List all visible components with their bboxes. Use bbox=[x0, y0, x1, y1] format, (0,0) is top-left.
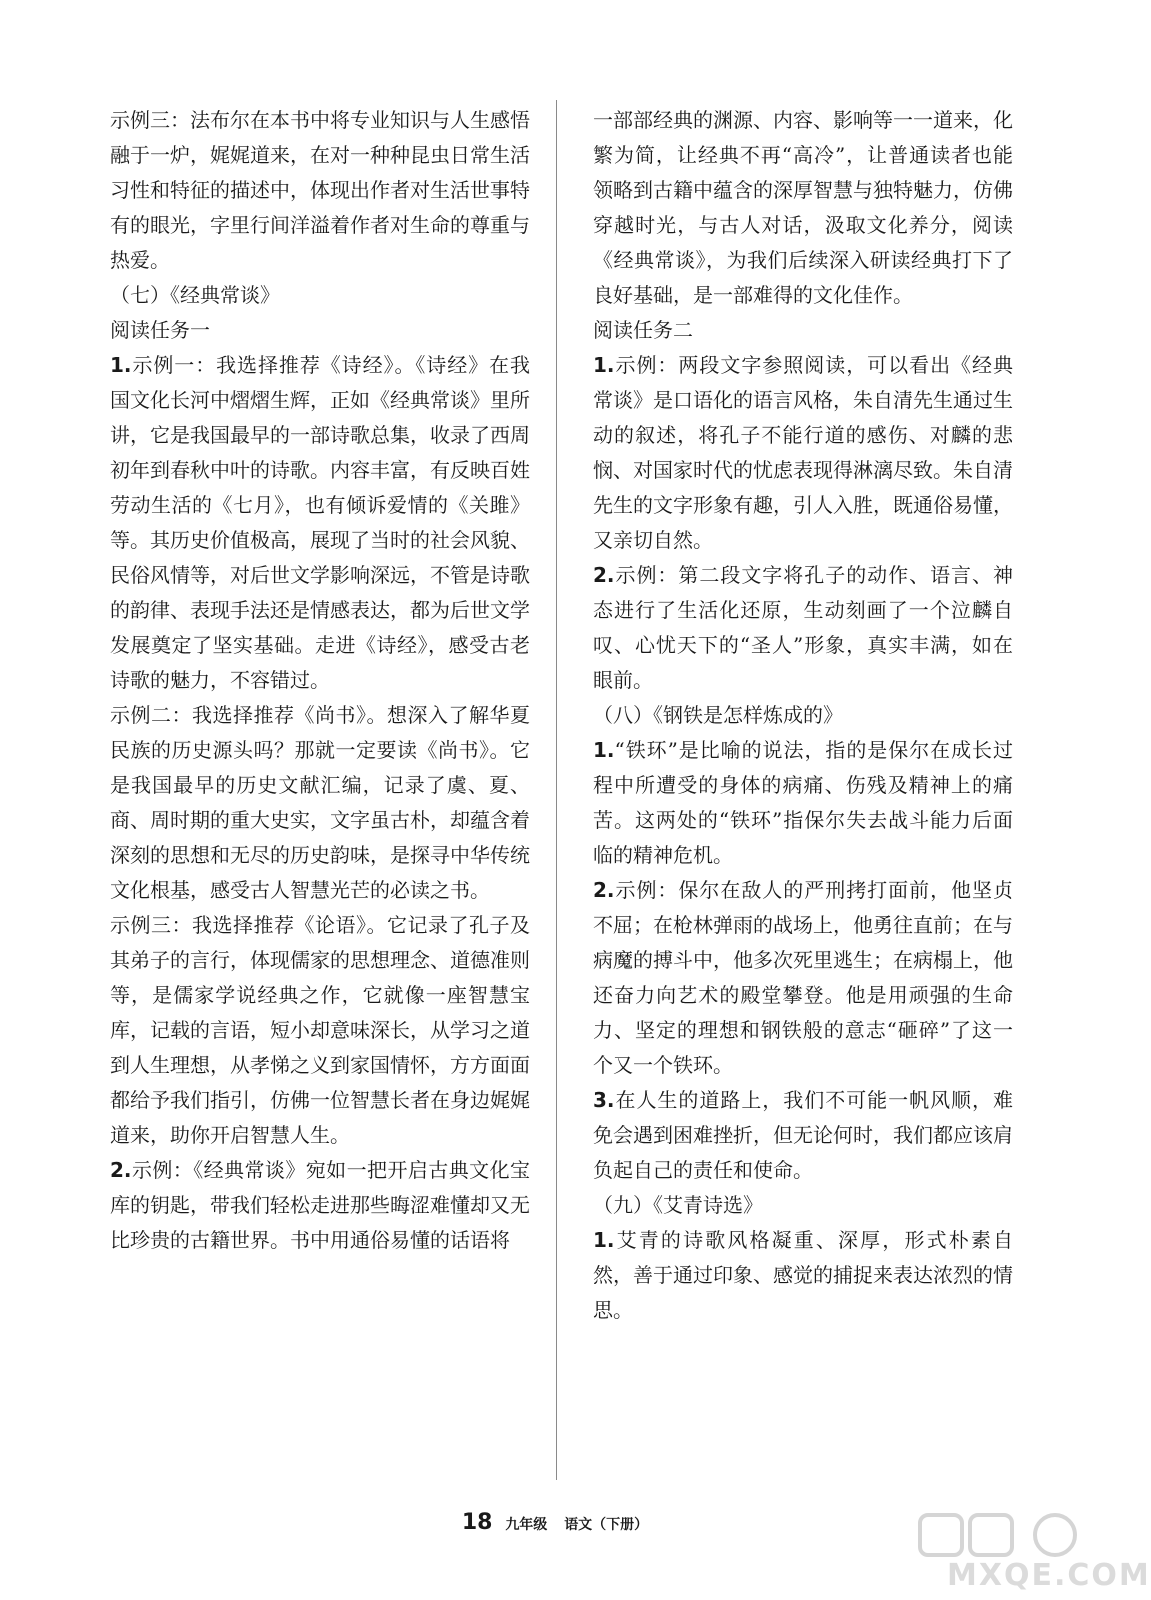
numbered-item bbox=[593, 1083, 1013, 1188]
paragraph: 示例三：我选择推荐《论语》。它记录了孔子及其弟子的言行，体现儒家的思想理念、道德准则等，是儒家学说经典之作，它就像一座智慧宝库，记载的言语，短小却意味深长，从学习之道到人生理想，从孝悌之义到家国情怀，方方面面都给予我们指引，仿佛一位智慧长者在身边娓娓道来，助你开启智慧人生。 bbox=[110, 913, 530, 1147]
item-text: “铁环”是比喻的说法，指的是保尔在成长过程中所遭受的身体的病痛、伤残及精神上的痛苦。这两处的“铁环”指保尔失去战斗能力后面临的精神危机。 bbox=[593, 738, 1013, 867]
item-number: 1. bbox=[593, 738, 615, 762]
section-heading: （七）《经典常谈》 bbox=[110, 283, 280, 307]
right-column bbox=[593, 103, 1013, 1328]
item-text: 示例一：我选择推荐《诗经》。《诗经》在我国文化长河中熠熠生辉，正如《经典常谈》里所讲，它是我国最早的一部诗歌总集，收录了西周初年到春秋中叶的诗歌。内容丰富，有反映百姓劳动生活的《七月》，也有倾诉爱情的《关雎》等。其历史价值极高，展现了当时的社会风貌、民俗风情等，对后世文学影响深远，不管是诗歌的韵律、表现手法还是情感表达，都为后世文学发展奠定了坚实基础。走进《诗经》，感受古老诗歌的魅力，不容错过。 bbox=[110, 353, 530, 692]
item-text: 在人生的道路上，我们不可能一帆风顺，难免会遇到困难挫折，但无论何时，我们都应该肩负起自己的责任和使命。 bbox=[593, 1088, 1013, 1182]
paragraph: 示例二：我选择推荐《尚书》。想深入了解华夏民族的历史源头吗？那就一定要读《尚书》。它是我国最早的历史文献汇编，记录了虞、夏、商、周时期的重大史实，文字虽古朴，却蕴含着深刻的思想和无尽的历史韵味，是探寻中华传统文化根基，感受古人智慧光芒的必读之书。 bbox=[110, 703, 530, 902]
item-number: 1. bbox=[593, 1228, 615, 1252]
item-number: 1. bbox=[593, 353, 615, 377]
item-number: 3. bbox=[593, 1088, 615, 1112]
numbered-item bbox=[593, 348, 1013, 558]
numbered-item bbox=[593, 1223, 1013, 1328]
item-text: 示例：两段文字参照阅读，可以看出《经典常谈》是口语化的语言风格，朱自清先生通过生动的叙述，将孔子不能行道的感伤、对麟的悲悯、对国家时代的忧虑表现得淋漓尽致。朱自清先生的文字形象有趣，引人入胜，既通俗易懂，又亲切自然。 bbox=[593, 353, 1013, 552]
item-text: 示例：第二段文字将孔子的动作、语言、神态进行了生活化还原，生动刻画了一个泣麟自叹、心忧天下的“圣人”形象，真实丰满，如在眼前。 bbox=[593, 563, 1013, 692]
subject-label: 语文（下册） bbox=[564, 1517, 649, 1533]
watermark-icon bbox=[915, 1510, 1105, 1560]
watermark-logo bbox=[915, 1510, 1151, 1595]
numbered-item bbox=[593, 558, 1013, 698]
section-heading: （八）《钢铁是怎样炼成的》 bbox=[593, 703, 843, 727]
item-number: 1. bbox=[110, 353, 132, 377]
numbered-item bbox=[593, 733, 1013, 873]
section-heading: 阅读任务二 bbox=[593, 318, 693, 342]
paragraph: 一部部经典的渊源、内容、影响等一一道来，化繁为简，让经典不再“高冷”，让普通读者也能领略到古籍中蕴含的深厚智慧与独特魅力，仿佛穿越时光，与古人对话，汲取文化养分，阅读《经典常谈》，为我们后续深入研读经典打下了良好基础，是一部难得的文化佳作。 bbox=[593, 108, 1013, 307]
item-text: 艾青的诗歌风格凝重、深厚，形式朴素自然，善于通过印象、感觉的捕捉来表达浓烈的情思。 bbox=[593, 1228, 1013, 1322]
item-number: 2. bbox=[593, 878, 615, 902]
watermark-text: MXQE.COM bbox=[947, 1558, 1151, 1593]
section-heading: 阅读任务一 bbox=[110, 318, 210, 342]
grade-label: 九年级 bbox=[505, 1517, 548, 1533]
numbered-item bbox=[593, 873, 1013, 1083]
item-text: 示例：保尔在敌人的严刑拷打面前，他坚贞不屈；在枪林弹雨的战场上，他勇往直前；在与病魔的搏斗中，他多次死里逃生；在病榻上，他还奋力向艺术的殿堂攀登。他是用顽强的生命力、坚定的理想和钢铁般的意志“砸碎”了这一个又一个铁环。 bbox=[593, 878, 1013, 1077]
section-heading: （九）《艾青诗选》 bbox=[593, 1193, 763, 1217]
item-number: 2. bbox=[593, 563, 615, 587]
item-number: 2. bbox=[110, 1158, 132, 1182]
page-number: 18 bbox=[461, 1510, 493, 1535]
numbered-item bbox=[110, 1153, 530, 1258]
column-divider bbox=[556, 100, 557, 1480]
left-column bbox=[110, 103, 530, 1258]
item-text: 示例：《经典常谈》宛如一把开启古典文化宝库的钥匙，带我们轻松走进那些晦涩难懂却又无比珍贵的古籍世界。书中用通俗易懂的话语将 bbox=[110, 1158, 530, 1252]
paragraph: 示例三：法布尔在本书中将专业知识与人生感悟融于一炉，娓娓道来，在对一种种昆虫日常生活习性和特征的描述中，体现出作者对生活世事特有的眼光，字里行间洋溢着作者对生命的尊重与热爱。 bbox=[110, 108, 530, 272]
numbered-item bbox=[110, 348, 530, 698]
